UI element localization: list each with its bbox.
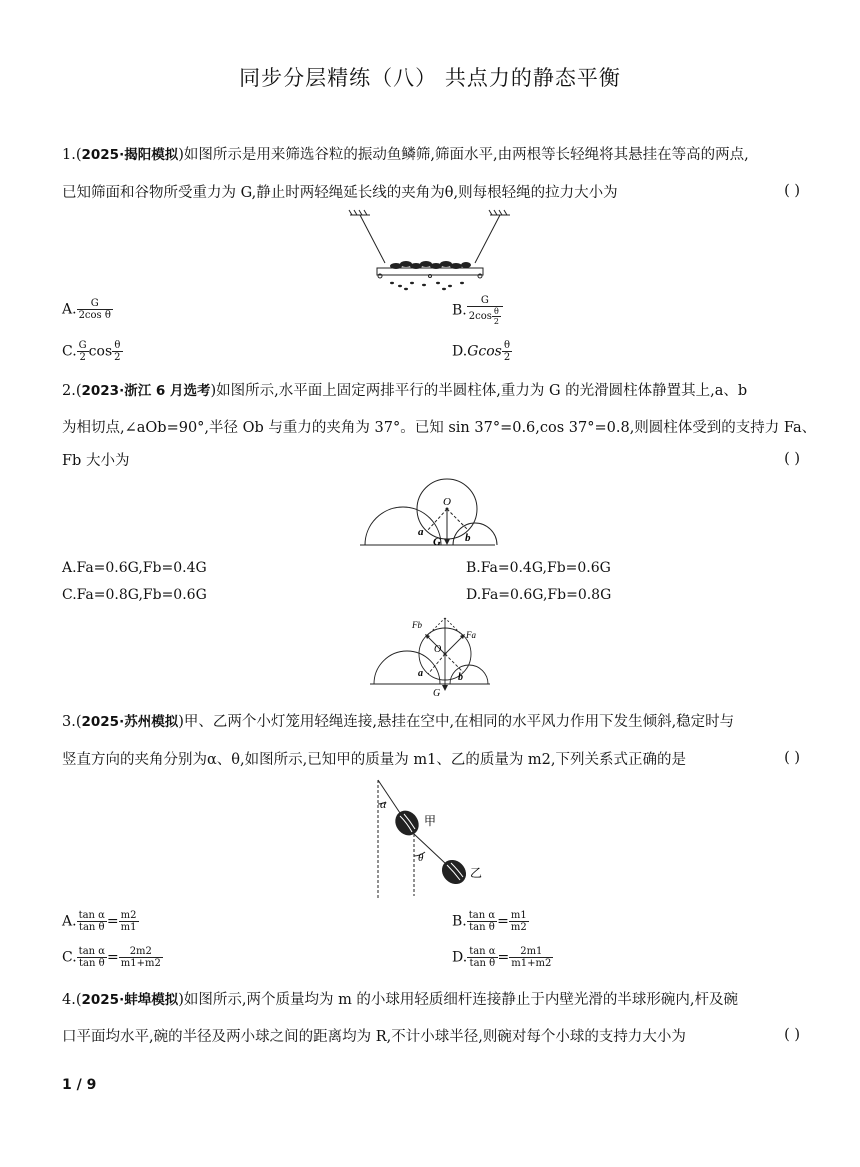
q2-line3: Fb 大小为 [62,453,130,469]
q3-option-b[interactable]: B. $\frac{\text{tan α}}{\text{tan θ}}$ = $\frac{m1}{m2}$ [452,910,527,933]
fig2b-label-fb: Fb [412,620,422,630]
q1-option-d[interactable]: D.Gcos $\frac{\theta}{2}$ [452,340,511,363]
q1-line2: 已知筛面和谷物所受重力为 G,静止时两轻绳延长线的夹角为θ,则每根轻绳的拉力大小为 [62,185,618,201]
q4-source: 2025·蚌埠模拟 [81,992,179,1008]
fig2-label-g: G [433,536,441,548]
q4-line2: 口平面均水平,碗的半径及两小球之间的距离均为 R,不计小球半径,则碗对每个小球的支持力大小为 [62,1029,686,1045]
q1-source: 2025·揭阳模拟 [81,147,179,163]
fig2-label-b: b [465,532,471,544]
q1-line1 [62,145,749,165]
q3-option-a[interactable]: A. $\frac{\text{tan α}}{\text{tan θ}}$ = $\frac{m2}{m1}$ [62,910,137,933]
fig2b-label-a: a [418,668,423,679]
q3-source: 2025·苏州模拟 [81,714,179,730]
q3-line1: 3.(2025·苏州模拟)甲、乙两个小灯笼用轻绳连接,悬挂在空中,在相同的水平风力作用下发生倾斜,稳定时与 [62,714,735,730]
q3-answer-paren: ( ) [784,750,800,766]
fig2-label-a: a [418,526,424,538]
fig3-label-yi: 乙 [470,866,483,880]
q1-sieve-figure [340,205,520,295]
q4-line1: 4.(2025·蚌埠模拟)如图所示,两个质量均为 m 的小球用轻质细杆连接静止于内壁光滑的半球形碗内,杆及碗 [62,992,739,1008]
q2-line1: 2.(2023·浙江 6 月选考)如图所示,水平面上固定两排平行的半圆柱体,重力为 G 的光滑圆柱体静置其上,a、b [62,383,748,399]
q2-answer-paren: ( ) [784,451,800,467]
fig3-label-jia: 甲 [424,814,437,828]
page-title: 同步分层精练（八） 共点力的静态平衡 [239,66,621,90]
fig2b-label-fa: Fa [466,630,476,640]
q4-answer-paren: ( ) [784,1027,800,1043]
fig3-label-theta: θ [418,852,424,864]
fig2b-label-g: G [433,688,441,697]
q3-line2: 竖直方向的夹角分别为α、θ,如图所示,已知甲的质量为 m1、乙的质量为 m2,下列关系式正确的是 [62,752,687,768]
q2-force-figure [368,612,498,697]
q2-cylinder-figure [355,475,505,550]
q1-text1: )如图所示是用来筛选谷粒的振动鱼鳞筛,筛面水平,由两根等长轻绳将其悬挂在等高的两点, [178,147,749,163]
fig2b-label-b: b [458,672,463,683]
fig3-label-alpha: α [380,797,387,811]
q2-line2: 为相切点,∠aOb=90°,半径 Ob 与重力的夹角为 37°。已知 sin 37°=0.6,cos 37°=0.8,则圆柱体受到的支持力 Fa、 [62,420,817,436]
q2-option-d[interactable]: D.Fa=0.6G,Fb=0.8G [466,587,612,603]
q2-option-a[interactable]: A.Fa=0.6G,Fb=0.4G [62,560,207,576]
q1-num: 1.( [62,147,82,163]
q3-option-d[interactable]: D. $\frac{\text{tan α}}{\text{tan θ}}$ = $\frac{2m1}{m1+m2}$ [452,946,552,969]
q1-answer-paren: ( ) [784,183,800,199]
fig2-label-o: O [443,496,451,508]
q3-lantern-figure [370,776,500,900]
q1-option-a[interactable]: A. $\frac{G}{\text{2cos θ}}$ [62,298,111,321]
page-number: 1 / 9 [62,1077,97,1093]
q2-option-c[interactable]: C.Fa=0.8G,Fb=0.6G [62,587,207,603]
q3-option-c[interactable]: C. $\frac{\text{tan α}}{\text{tan θ}}$ = $\frac{2m2}{m1+m2}$ [62,946,161,969]
q2-option-b[interactable]: B.Fa=0.4G,Fb=0.6G [466,560,611,576]
q2-source: 2023·浙江 6 月选考 [81,383,211,399]
fig2b-label-o: O [434,644,442,655]
q1-option-b[interactable]: B. G 2cos $\frac{\theta}{2}$ [452,295,503,326]
q1-option-c[interactable]: C. $\frac{G}{2}$ cos $\frac{\theta}{2}$ [62,340,121,363]
